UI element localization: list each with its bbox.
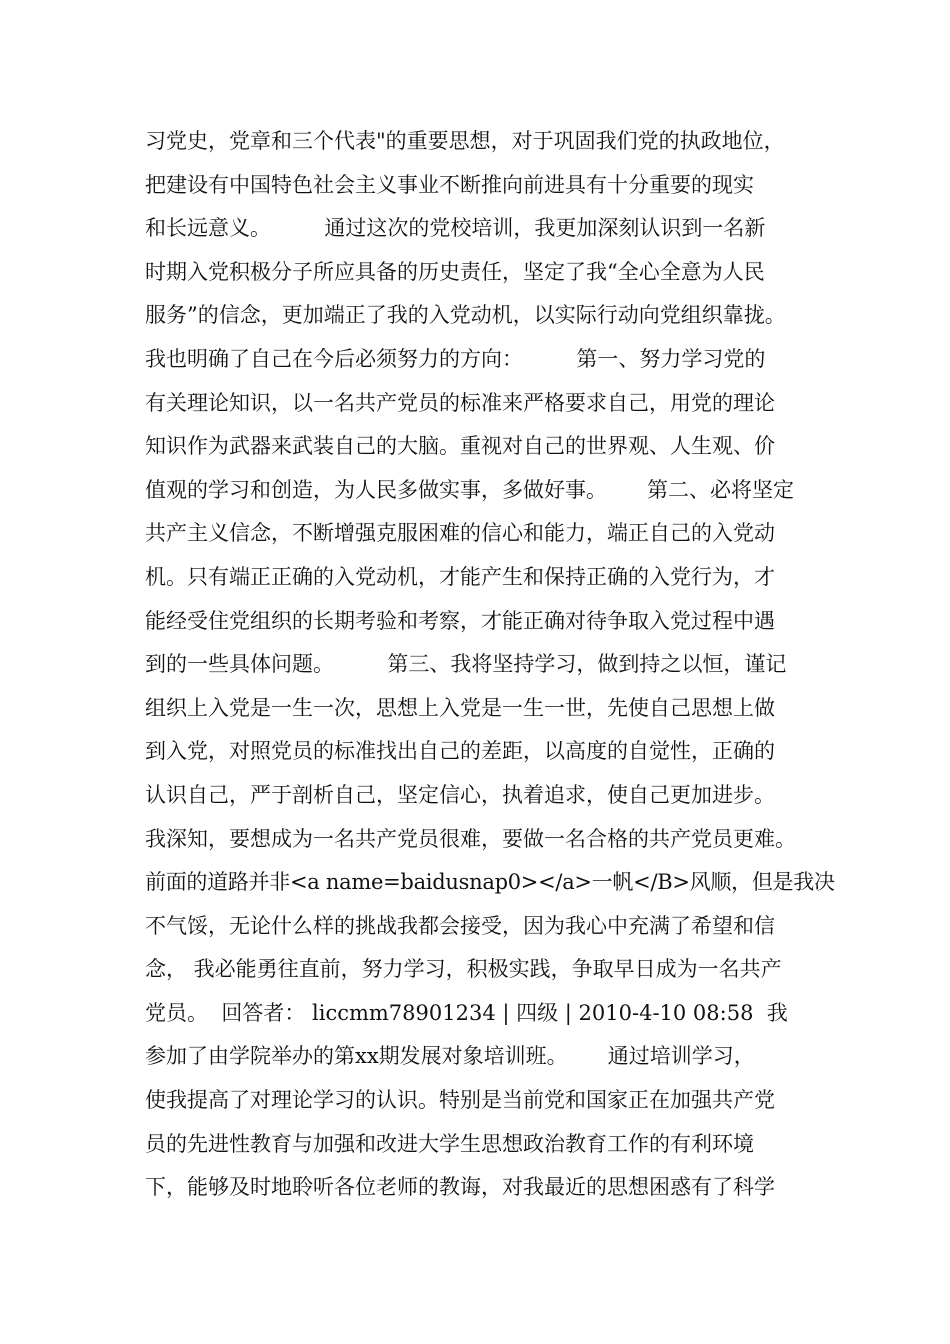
text-line: 机。只有端正正确的入党动机，才能产生和保持正确的入党行为，才 [145,564,775,589]
text-line: 念， 我必能勇往直前，努力学习，积极实践，争取早日成为一名共产 [145,957,782,982]
text-line: 到入党，对照党员的标准找出自己的差距，以高度的自觉性，正确的 [145,739,775,764]
text-line: 服务”的信念，更加端正了我的入党动机，以实际行动向党组织靠拢。 [145,303,786,328]
text-line: 把建设有中国特色社会主义事业不断推向前进具有十分重要的现实 [145,172,754,197]
text-line: 和长远意义。 通过这次的党校培训，我更加深刻认识到一名新 [145,216,766,241]
text-line: 到的一些具体问题。 第三、我将坚持学习，做到持之以恒，谨记 [145,652,787,677]
text-line: 认识自己，严于剖析自己，坚定信心，执着追求，使自己更加进步。 [145,782,775,807]
text-line: 共产主义信念，不断增强克服困难的信心和能力，端正自己的入党动 [145,521,775,546]
text-line: 参加了由学院举办的第xx期发展对象培训班。 通过培训学习， [145,1044,755,1069]
text-line: 下，能够及时地聆听各位老师的教诲，对我最近的思想困惑有了科学 [145,1175,775,1200]
text-line: 习党史，党章和三个代表"的重要思想，对于巩固我们党的执政地位， [145,129,785,153]
text-line: 知识作为武器来武装自己的大脑。重视对自己的世界观、人生观、价 [145,434,775,459]
text-line: 员的先进性教育与加强和改进大学生思想政治教育工作的有利环境 [145,1131,754,1156]
text-line: 组织上入党是一生一次，思想上入党是一生一世，先使自己思想上做 [145,695,775,720]
text-line: 时期入党积极分子所应具备的历史责任，坚定了我“全心全意为人民 [145,259,765,284]
text-line: 我深知，要想成为一名共产党员很难，要做一名合格的共产党员更难。 [145,826,796,851]
answer-meta-line: 党员。 回答者： liccmm78901234 | 四级 | 2010-4-10 08:58 我 [145,1000,788,1025]
text-line: 能经受住党组织的长期考验和考察，才能正确对待争取入党过程中遇 [145,608,775,633]
text-line: 我也明确了自己在今后必须努力的方向： 第一、努力学习党的 [145,346,766,371]
body-text [145,120,835,1210]
text-line: 值观的学习和创造，为人民多做实事，多做好事。 第二、必将坚定 [145,477,795,502]
text-line: 使我提高了对理论学习的认识。特别是当前党和国家正在加强共产党 [145,1088,775,1113]
text-line: 有关理论知识，以一名共产党员的标准来严格要求自己，用党的理论 [145,390,775,415]
text-line: 前面的道路并非<a name=baidusnap0></a>一帆</B>风顺，但是我决 [145,870,835,895]
text-line: 不气馁，无论什么样的挑战我都会接受，因为我心中充满了希望和信 [145,913,775,938]
